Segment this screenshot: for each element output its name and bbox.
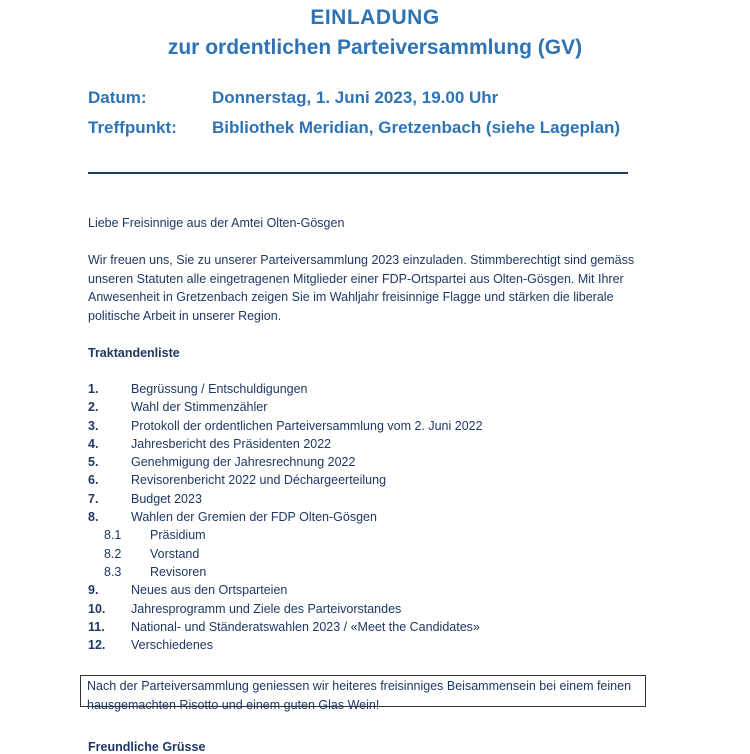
agenda-list (88, 380, 648, 654)
agenda-item-number: 9. (88, 583, 99, 598)
document-title: EINLADUNG (310, 6, 440, 29)
agenda-item-text: Protokoll der ordentlichen Parteiversammlung vom 2. Juni 2022 (131, 418, 483, 433)
date-value: Donnerstag, 1. Juni 2023, 19.00 Uhr (212, 88, 499, 107)
agenda-item-text: Jahresprogramm und Ziele des Parteivorstandes (131, 601, 402, 616)
agenda-item-number: 1. (88, 382, 99, 396)
agenda-item-text: National- und Ständeratswahlen 2023 / «Meet the Candidates» (131, 619, 480, 634)
agenda-item-number: 2. (88, 400, 99, 415)
agenda-item-text: Begrüssung / Entschuldigungen (131, 382, 308, 396)
agenda-item-number: 10. (88, 601, 106, 616)
agenda-item (88, 453, 648, 471)
dinner-note-box: Nach der Parteiversammlung geniessen wir heiteres freisinniges Beisammensein bei einem feinen hausgemachten Risotto und einem guten Glas Wein! (80, 675, 646, 707)
agenda-item-text: Genehmigung der Jahresrechnung 2022 (131, 455, 356, 470)
agenda-item-number: 6. (88, 473, 99, 488)
agenda-item-text: Wahlen der Gremien der FDP Olten-Gösgen (131, 510, 377, 525)
agenda-heading: Traktandenliste (88, 346, 180, 360)
closing-greeting: Freundliche Grüsse (88, 740, 206, 754)
agenda-item-text: Verschiedenes (131, 638, 214, 653)
agenda-item (88, 380, 648, 398)
date-label: Datum: (88, 88, 147, 107)
agenda-item-number: 3. (88, 418, 99, 433)
agenda-subitem-text: Präsidium (150, 528, 206, 543)
agenda-item-number: 4. (88, 436, 99, 451)
agenda-item-number: 12. (88, 638, 106, 653)
agenda-item-number: 11. (88, 619, 105, 634)
horizontal-divider (88, 172, 628, 174)
place-label: Treffpunkt: (88, 118, 177, 137)
agenda-subitem-text: Revisoren (150, 564, 207, 579)
agenda-item (88, 600, 648, 618)
agenda-item (88, 618, 648, 636)
agenda-subitem (88, 545, 648, 563)
agenda-item (88, 581, 648, 599)
agenda-subitem-number: 8.1 (104, 528, 122, 543)
agenda-item-text: Wahl der Stimmenzähler (131, 400, 268, 415)
agenda-item-number: 8. (88, 510, 99, 525)
agenda-item-text: Revisorenbericht 2022 und Déchargeerteilung (131, 473, 387, 488)
agenda-item (88, 471, 648, 489)
greeting-text: Liebe Freisinnige aus der Amtei Olten-Gösgen (88, 216, 345, 230)
agenda-item (88, 417, 648, 435)
agenda-item (88, 435, 648, 453)
intro-paragraph: Wir freuen uns, Sie zu unserer Parteiversammlung 2023 einzuladen. Stimmberechtigt sind gemäss unseren Statuten alle eingetragenen Mitglieder einer FDP-Ortspartei aus Olten-Gösgen. Mit Ihrer Anwesenheit in Gretzenbach zeigen Sie im Wahljahr freisinnige Flagge und stärken die liberale politische Arbeit in unserer Region. (88, 253, 635, 323)
agenda-item-text: Neues aus den Ortsparteien (131, 583, 288, 598)
document-subtitle: zur ordentlichen Parteiversammlung (GV) (167, 36, 583, 59)
agenda-item (88, 398, 648, 416)
agenda-item-text: Budget 2023 (131, 491, 202, 506)
agenda-item-number: 7. (88, 491, 99, 506)
agenda-item (88, 508, 648, 526)
agenda-subitem-text: Vorstand (150, 546, 200, 561)
agenda-item (88, 490, 648, 508)
agenda-item-text: Jahresbericht des Präsidenten 2022 (131, 436, 332, 451)
agenda-item-number: 5. (88, 455, 99, 470)
agenda-subitem-number: 8.3 (104, 564, 122, 579)
agenda-subitem (88, 526, 648, 544)
agenda-subitem-number: 8.2 (104, 546, 122, 561)
place-value: Bibliothek Meridian, Gretzenbach (siehe Lageplan) (212, 118, 621, 137)
agenda-item (88, 636, 648, 654)
agenda-subitem (88, 563, 648, 581)
